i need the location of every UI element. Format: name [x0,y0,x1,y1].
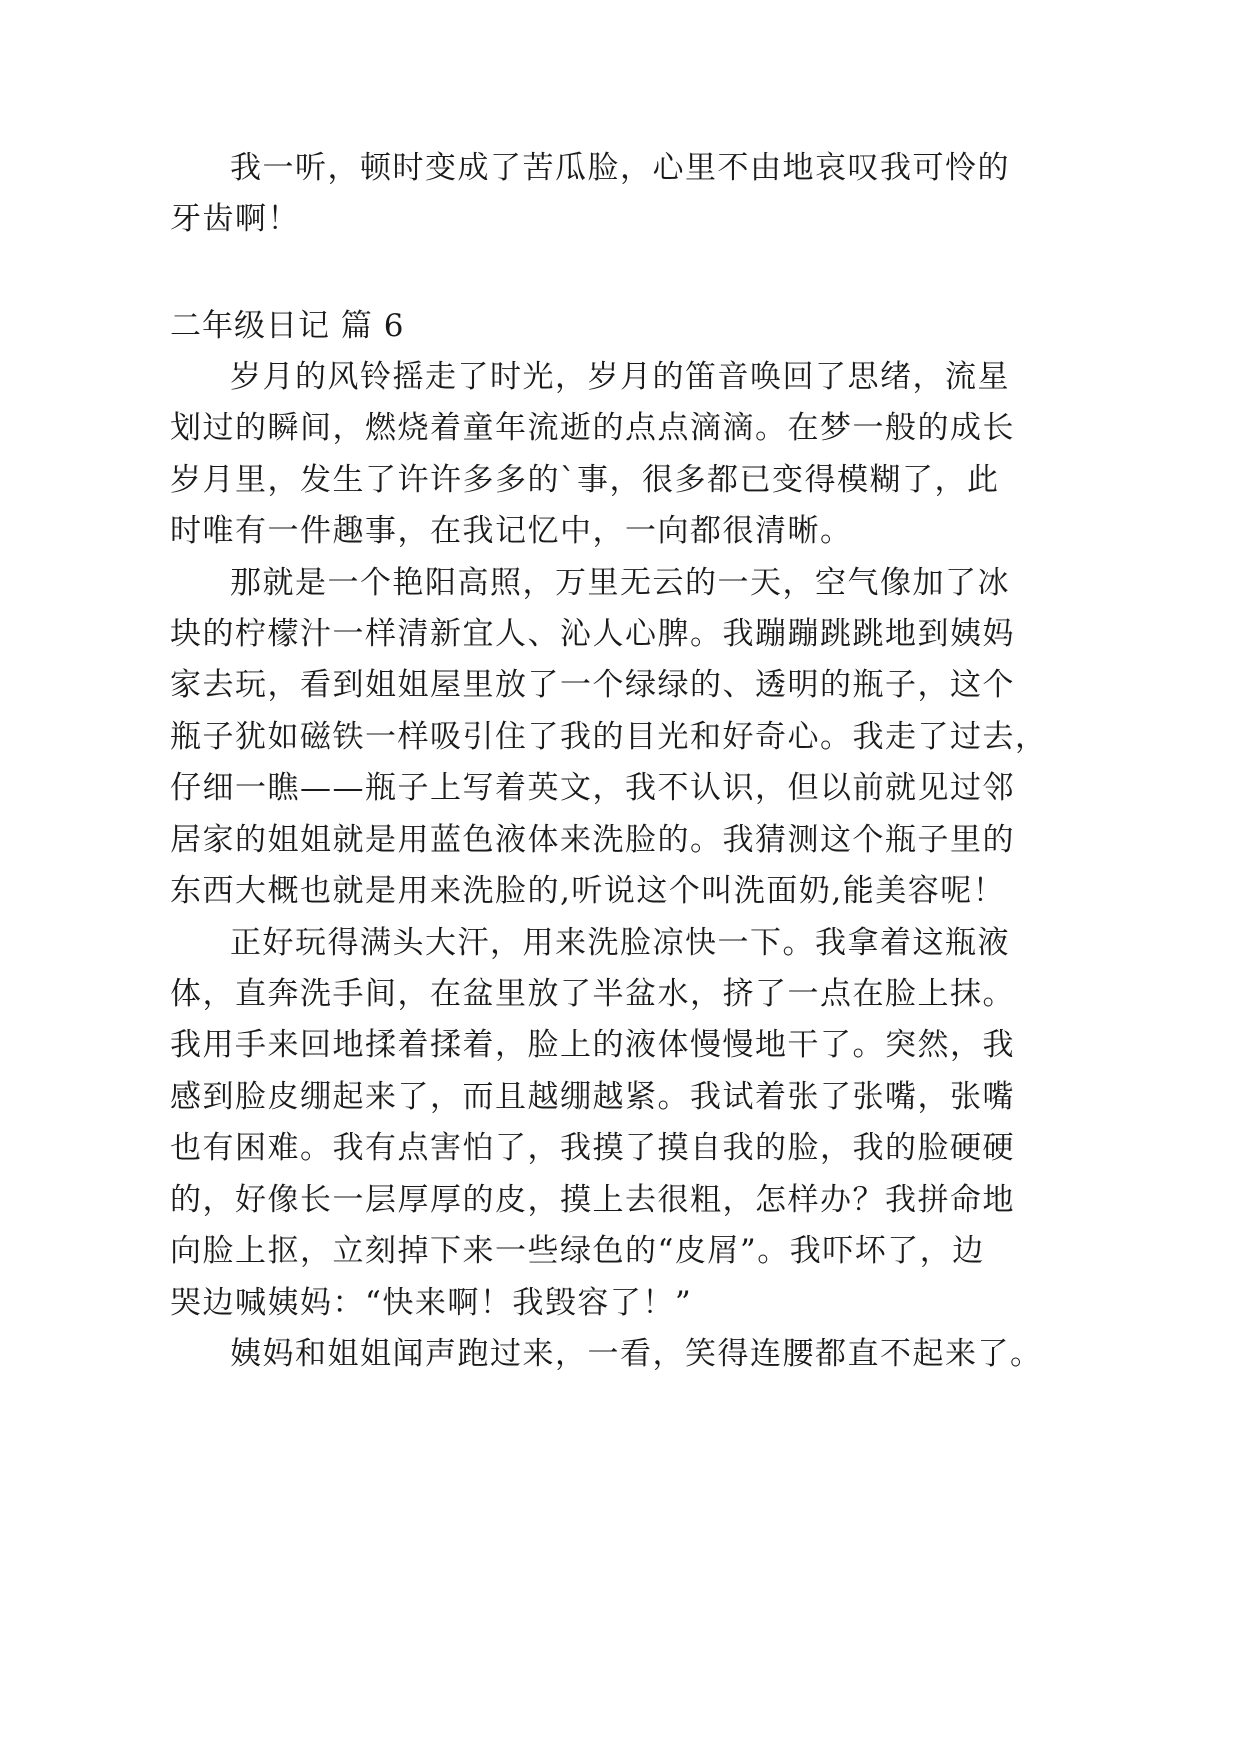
paragraph-line: 感到脸皮绷起来了，而且越绷越紧。我试着张了张嘴，张嘴 [170,1079,1015,1115]
paragraph-line: 东西大概也就是用来洗脸的,听说这个叫洗面奶,能美容呢！ [170,873,1006,909]
section-heading: 二年级日记 篇 6 [170,308,405,344]
paragraph-line: 那就是一个艳阳高照，万里无云的一天，空气像加了冰 [230,565,1010,601]
paragraph-line: 瓶子犹如磁铁一样吸引住了我的目光和好奇心。我走了过去， [170,719,1048,755]
paragraph-line: 我一听，顿时变成了苦瓜脸，心里不由地哀叹我可怜的 [230,150,1010,186]
paragraph-line: 向脸上抠，立刻掉下来一些绿色的“皮屑”。我吓坏了，边 [170,1233,985,1269]
paragraph-line: 仔细一瞧——瓶子上写着英文，我不认识，但以前就见过邻 [170,770,1015,806]
paragraph-line: 正好玩得满头大汗，用来洗脸凉快一下。我拿着这瓶液 [230,925,1010,961]
paragraph-line: 我用手来回地揉着揉着，脸上的液体慢慢地干了。突然，我 [170,1027,1015,1063]
paragraph-line: 牙齿啊！ [170,201,300,237]
paragraph-line: 哭边喊姨妈：“快来啊！我毁容了！” [170,1285,693,1321]
paragraph-line: 块的柠檬汁一样清新宜人、沁人心脾。我蹦蹦跳跳地到姨妈 [170,616,1015,652]
paragraph-line: 姨妈和姐姐闻声跑过来，一看，笑得连腰都直不起来了。 [230,1336,1043,1372]
paragraph-line: 岁月里，发生了许许多多的`事，很多都已变得模糊了，此 [170,462,1000,498]
paragraph-line: 家去玩，看到姐姐屋里放了一个绿绿的、透明的瓶子，这个 [170,667,1015,703]
paragraph-line: 也有困难。我有点害怕了，我摸了摸自我的脸，我的脸硬硬 [170,1130,1015,1166]
paragraph-line: 体，直奔洗手间，在盆里放了半盆水，挤了一点在脸上抹。 [170,976,1015,1012]
paragraph-line: 划过的瞬间，燃烧着童年流逝的点点滴滴。在梦一般的成长 [170,410,1015,446]
paragraph-line: 岁月的风铃摇走了时光，岁月的笛音唤回了思绪，流星 [230,359,1010,395]
paragraph-line: 居家的姐姐就是用蓝色液体来洗脸的。我猜测这个瓶子里的 [170,822,1015,858]
paragraph-line: 时唯有一件趣事，在我记忆中，一向都很清晰。 [170,513,853,549]
paragraph-line: 的，好像长一层厚厚的皮，摸上去很粗，怎样办？我拼命地 [170,1182,1015,1218]
